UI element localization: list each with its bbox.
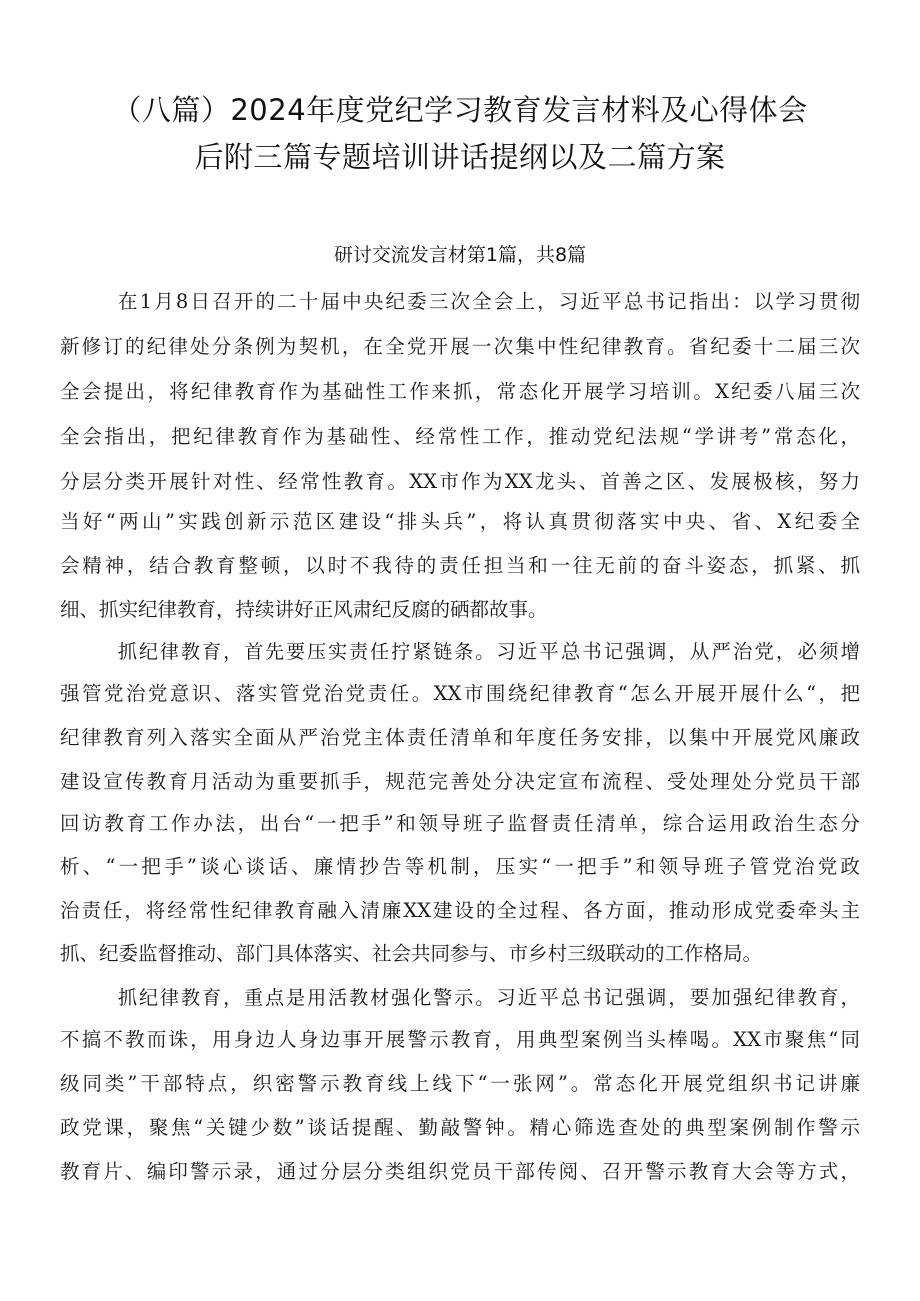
- paragraph-line: 分层分类开展针对性、经常性教育。XX市作为XX龙头、首善之区、发展极核，努力: [60, 470, 860, 493]
- paragraph-line: 析、“一把手”谈心谈话、廉情抄告等机制，压实“一把手”和领导班子管党治党政: [60, 855, 860, 878]
- paragraph-line: 全会指出，把纪律教育作为基础性、经常性工作，推动党纪法规“学讲考”常态化，: [60, 425, 860, 448]
- paragraph-line: 会精神，结合教育整顿，以时不我待的责任担当和一往无前的奋斗姿态，抓紧、抓: [60, 554, 860, 577]
- section-heading: 研讨交流发言材第1篇，共8篇: [333, 244, 587, 266]
- paragraph-line: 抓、纪委监督推动、部门具体落实、社会共同参与、市乡村三级联动的工作格局。: [60, 942, 763, 965]
- paragraph-line-text: 习近平总书记强调，从严治党，必须增: [496, 640, 860, 663]
- paragraph-line: 细、抓实纪律教育，持续讲好正风肃纪反腐的硒都故事。: [60, 598, 548, 621]
- paragraph-line: 不搞不教而诛，用身边人身边事开展警示教育，用典型案例当头棒喝。XX市聚焦“同: [60, 1028, 860, 1051]
- paragraph-line: 纪律教育列入落实全面从严治党主体责任清单和年度任务安排，以集中开展党风廉政: [60, 726, 860, 749]
- paragraph-line: [118, 630, 860, 674]
- paragraph-line: 全会提出，将纪律教育作为基础性工作来抓，常态化开展学习培训。X纪委八届三次: [60, 380, 860, 403]
- paragraph-lead-sentence: 抓纪律教育，重点是用活教材强化警示。: [118, 987, 497, 1009]
- paragraph-line: 治责任，将经常性纪律教育融入清廉XX建设的全过程、各方面，推动形成党委牵头主: [60, 899, 860, 922]
- paragraph-line: 当好“两山”实践创新示范区建设“排头兵”，将认真贯彻落实中央、省、X纪委全: [60, 510, 860, 533]
- paragraph-line: 政党课，聚焦“关键少数”谈话提醒、勤敲警钟。精心筛选查处的典型案例制作警示: [60, 1116, 860, 1139]
- paragraph-line-text: 习近平总书记强调，要加强纪律教育，: [496, 986, 860, 1009]
- paragraph-lead-sentence: 抓纪律教育，首先要压实责任拧紧链条。: [118, 641, 497, 663]
- paragraph-line: 教育片、编印警示录，通过分层分类组织党员干部传阅、召开警示教育大会等方式，: [60, 1160, 860, 1183]
- paragraph-line: 建设宣传教育月活动为重要抓手，规范完善处分决定宣布流程、受处理处分党员干部: [60, 770, 860, 793]
- document-title-line-1: （八篇）2024年度党纪学习教育发言材料及心得体会: [112, 93, 808, 127]
- paragraph-line: 回访教育工作办法，出台“一把手”和领导班子监督责任清单，综合运用政治生态分: [60, 812, 860, 835]
- paragraph-line: 在1月8日召开的二十届中央纪委三次全会上，习近平总书记指出：以学习贯彻: [118, 290, 860, 313]
- paragraph-line: [118, 976, 860, 1020]
- document-title-line-2: 后附三篇专题培训讲话提纲以及二篇方案: [194, 140, 726, 174]
- paragraph-line: 新修订的纪律处分条例为契机，在全党开展一次集中性纪律教育。省纪委十二届三次: [60, 335, 860, 358]
- paragraph-line: 级同类”干部特点，织密警示教育线上线下“一张网”。常态化开展党组织书记讲廉: [60, 1072, 860, 1095]
- paragraph-line: 强管党治党意识、落实管党治党责任。XX市围绕纪律教育“怎么开展开展什么“，把: [60, 682, 860, 705]
